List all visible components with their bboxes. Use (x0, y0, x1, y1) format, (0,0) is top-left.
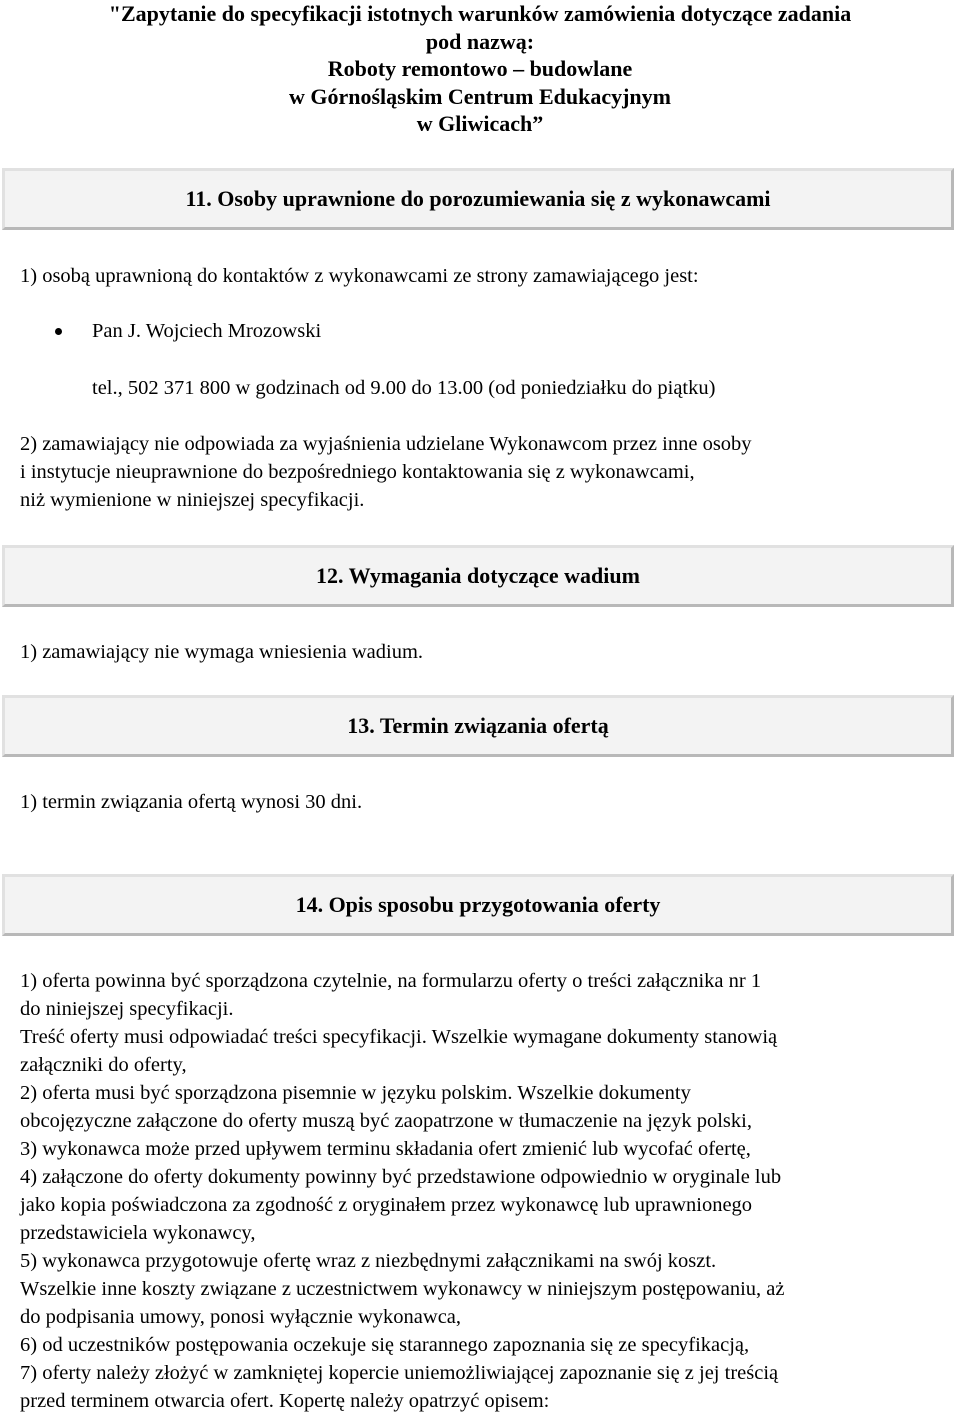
paragraph-line: 6) od uczestników postępowania oczekuje się starannego zapoznania się ze specyfikacją, (20, 1334, 750, 1356)
paragraph-line: 2) zamawiający nie odpowiada za wyjaśnienia udzielane Wykonawcom przez inne osoby (20, 433, 752, 455)
section-12-paragraph-1 (20, 638, 950, 666)
document-title (0, 0, 960, 138)
section-13-heading (2, 695, 954, 757)
paragraph-line: niż wymienione w niniejszej specyfikacji. (20, 489, 365, 511)
paragraph-line: 5) wykonawca przygotowuje ofertę wraz z niezbędnymi załącznikami na swój koszt. (20, 1250, 717, 1272)
paragraph-line: jako kopia poświadczona za zgodność z oryginałem przez wykonawcę lub uprawnionego (20, 1194, 753, 1216)
title-line: "Zapytanie do specyfikacji istotnych warunków zamówienia dotyczące zadania (108, 1, 852, 26)
paragraph-line: 2) oferta musi być sporządzona pisemnie w języku polskim. Wszelkie dokumenty (20, 1082, 691, 1104)
paragraph-line: 1) osobą uprawnioną do kontaktów z wykonawcami ze strony zamawiającego jest: (20, 265, 699, 287)
paragraph-line: do niniejszej specyfikacji. (20, 998, 234, 1020)
paragraph-line: 7) oferty należy złożyć w zamkniętej kopercie uniemożliwiającej zapoznanie się z jej treścią (20, 1362, 779, 1384)
section-heading-text: 13. Termin związania ofertą (347, 713, 609, 738)
paragraph-line: przed terminem otwarcia ofert. Kopertę należy opatrzyć opisem: (20, 1390, 550, 1412)
title-line: w Górnośląskim Centrum Edukacyjnym (289, 83, 671, 109)
title-line: w Gliwicach” (416, 111, 544, 136)
section-14-heading (2, 874, 954, 936)
title-line: pod nazwą: (425, 28, 535, 54)
title-line: Roboty remontowo – budowlane (327, 56, 633, 81)
section-11-paragraph-1 (20, 262, 950, 290)
section-heading-text: 11. Osoby uprawnione do porozumiewania się z wykonawcami (185, 186, 771, 211)
paragraph-line: 1) oferta powinna być sporządzona czytelnie, na formularzu oferty o treści załącznika nr 1 (20, 970, 762, 992)
paragraph-line: załączniki do oferty, (20, 1054, 187, 1076)
contact-phone-hours (92, 374, 715, 402)
paragraph-line: Treść oferty musi odpowiadać treści specyfikacji. Wszelkie wymagane dokumenty stanowią (20, 1026, 778, 1048)
section-heading-text: 14. Opis sposobu przygotowania oferty (295, 892, 661, 917)
paragraph-line: Wszelkie inne koszty związane z uczestnictwem wykonawcy w niniejszym postępowaniu, aż (20, 1278, 785, 1300)
section-14-body (20, 967, 950, 1415)
section-11-paragraph-2 (20, 430, 950, 514)
paragraph-line: 1) termin związania ofertą wynosi 30 dni. (20, 791, 363, 813)
paragraph-line: i instytucje nieuprawnione do bezpośredniego kontaktowania się z wykonawcami, (20, 461, 695, 483)
paragraph-line: przedstawiciela wykonawcy, (20, 1222, 256, 1244)
bullet-icon (55, 328, 62, 335)
paragraph-line: 3) wykonawca może przed upływem terminu składania ofert zmienić lub wycofać ofertę, (20, 1138, 751, 1160)
section-12-heading (2, 545, 954, 607)
section-heading-text: 12. Wymagania dotyczące wadium (316, 563, 640, 588)
paragraph-line: do podpisania umowy, ponosi wyłącznie wykonawca, (20, 1306, 462, 1328)
contact-name: Pan J. Wojciech Mrozowski (92, 320, 322, 342)
section-13-paragraph-1 (20, 788, 950, 816)
paragraph-line: obcojęzyczne załączone do oferty muszą być zaopatrzone w tłumaczenie na język polski, (20, 1110, 752, 1132)
contact-phone-text: tel., 502 371 800 w godzinach od 9.00 do 13.00 (od poniedziałku do piątku) (92, 377, 716, 399)
paragraph-line: 1) zamawiający nie wymaga wniesienia wadium. (20, 641, 424, 663)
paragraph-line: 4) załączone do oferty dokumenty powinny być przedstawione odpowiednio w oryginale lub (20, 1166, 782, 1188)
section-11-heading (2, 168, 954, 230)
